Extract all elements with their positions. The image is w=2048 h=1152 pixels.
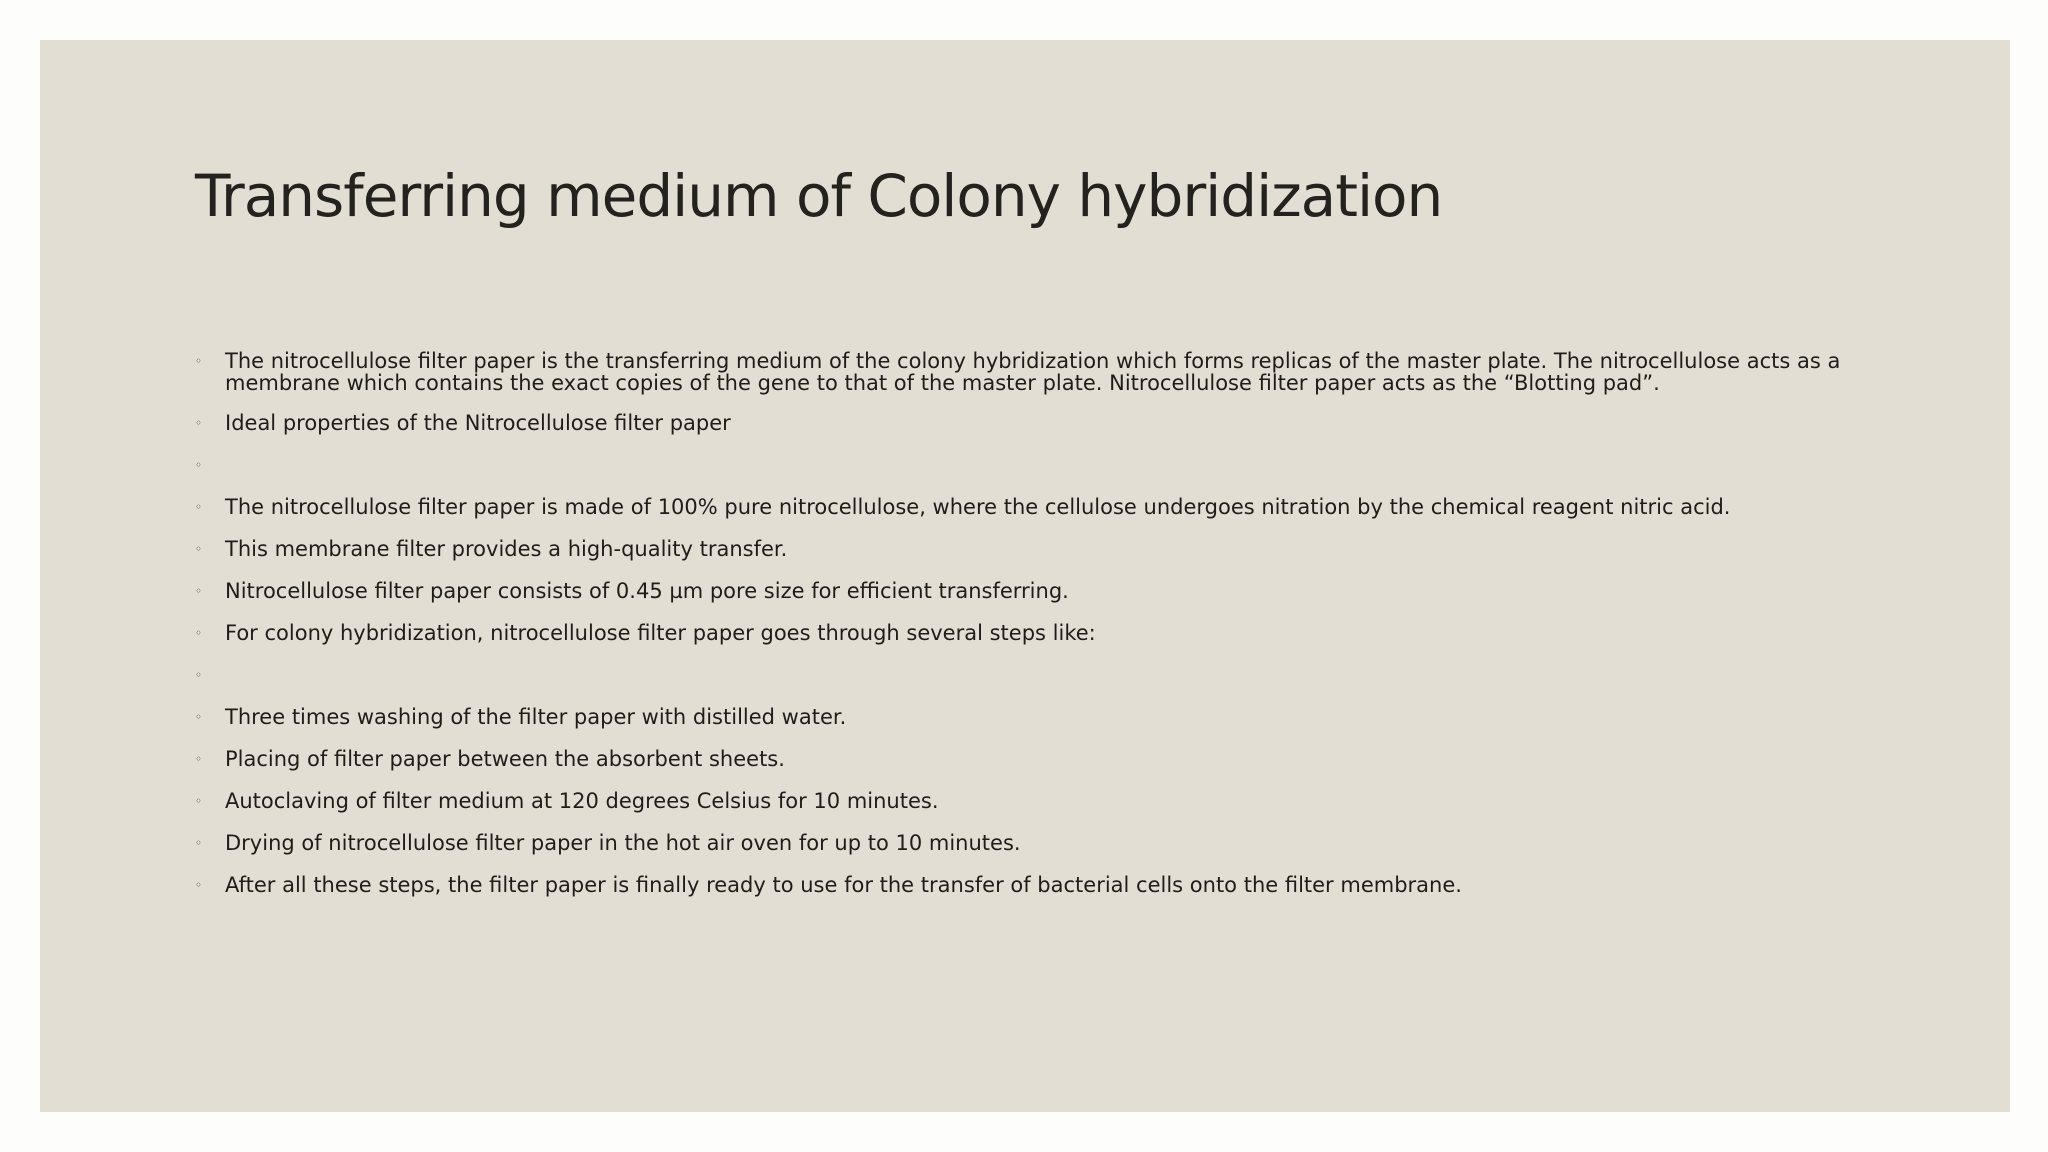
bullet-text: Drying of nitrocellulose filter paper in the hot air oven for up to 10 minutes. xyxy=(225,831,1021,855)
bullet-item xyxy=(195,496,1875,519)
bullet-text: Three times washing of the filter paper with distilled water. xyxy=(225,705,847,729)
bullet-item xyxy=(195,706,1875,729)
bullet-marker-icon: ◦ xyxy=(195,878,203,892)
bullet-item xyxy=(195,874,1875,897)
bullet-marker-icon: ◦ xyxy=(195,794,203,808)
bullet-marker-icon: ◦ xyxy=(195,542,203,556)
bullet-item xyxy=(195,538,1875,561)
bullet-item xyxy=(195,748,1875,771)
bullet-item xyxy=(195,790,1875,813)
bullet-text: The nitrocellulose filter paper is the transferring medium of the colony hybridization which forms replicas of the master plate. The nitrocellulose acts as a membrane which contains the exact copies of the gene to that of the master plate. Nitrocellulose filter paper acts as the “Blotting pad”. xyxy=(225,349,1841,395)
bullet-text: Autoclaving of filter medium at 120 degrees Celsius for 10 minutes. xyxy=(225,789,939,813)
bullet-item xyxy=(195,622,1875,645)
bullet-marker-icon: ◦ xyxy=(195,458,203,472)
bullet-list xyxy=(195,350,1875,916)
bullet-item-empty xyxy=(195,664,1875,687)
bullet-text: Placing of filter paper between the absorbent sheets. xyxy=(225,747,785,771)
slide xyxy=(40,40,2010,1112)
bullet-marker-icon: ◦ xyxy=(195,626,203,640)
slide-title: Transferring medium of Colony hybridization xyxy=(195,162,1443,230)
bullet-item xyxy=(195,580,1875,603)
bullet-item xyxy=(195,412,1875,435)
bullet-marker-icon: ◦ xyxy=(195,354,203,368)
bullet-marker-icon: ◦ xyxy=(195,836,203,850)
bullet-text: The nitrocellulose filter paper is made of 100% pure nitrocellulose, where the cellulose undergoes nitration by the chemical reagent nitric acid. xyxy=(225,495,1731,519)
bullet-text: This membrane filter provides a high-quality transfer. xyxy=(225,537,788,561)
bullet-marker-icon: ◦ xyxy=(195,752,203,766)
bullet-item xyxy=(195,350,1875,394)
bullet-text: Ideal properties of the Nitrocellulose filter paper xyxy=(225,411,731,435)
bullet-text: For colony hybridization, nitrocellulose filter paper goes through several steps like: xyxy=(225,621,1096,645)
bullet-marker-icon: ◦ xyxy=(195,584,203,598)
bullet-item-empty xyxy=(195,454,1875,477)
bullet-text: After all these steps, the filter paper is finally ready to use for the transfer of bacterial cells onto the filter membrane. xyxy=(225,873,1462,897)
bullet-item xyxy=(195,832,1875,855)
bullet-marker-icon: ◦ xyxy=(195,668,203,682)
bullet-marker-icon: ◦ xyxy=(195,500,203,514)
bullet-marker-icon: ◦ xyxy=(195,416,203,430)
bullet-text: Nitrocellulose filter paper consists of 0.45 µm pore size for efficient transferring. xyxy=(225,579,1069,603)
bullet-marker-icon: ◦ xyxy=(195,710,203,724)
